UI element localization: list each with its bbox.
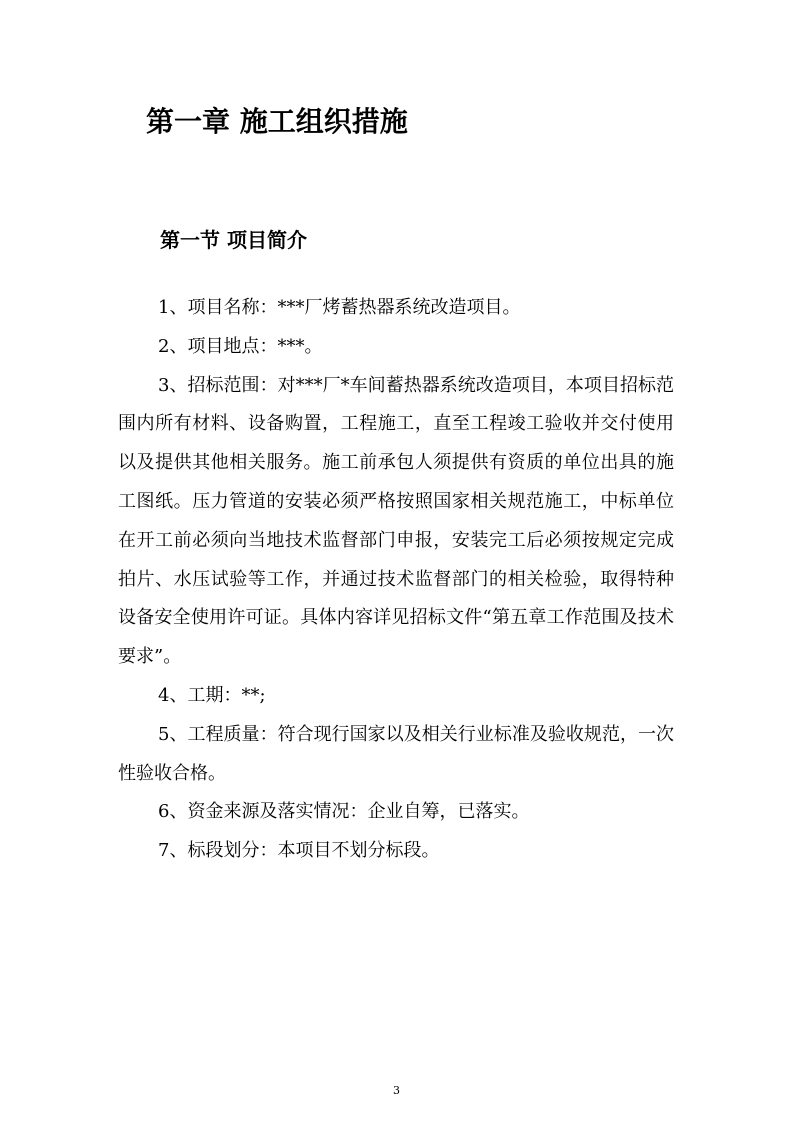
paragraph-duration: 4、工期：**; [158,684,266,706]
body-text [118,289,674,871]
section-title: 第一节 项目简介 [160,228,307,252]
page-number: 3 [393,1084,400,1097]
paragraph-funding: 6、资金来源及落实情况：企业自筹，已落实。 [158,801,530,823]
paragraph-bidding-scope: 3、招标范围：对***厂*车间蓄热器系统改造项目，本项目招标范围内所有材料、设备购置，工程施工，直至工程竣工验收并交付使用以及提供其他相关服务。施工前承包人须提供有资质的单位出具的施工图纸。压力管道的安装必须严格按照国家相关规范施工，中标单位在开工前必须向当地技术监督部门申报，安装完工后必须按规定完成拍片、水压试验等工作，并通过技术监督部门的相关检验，取得特种设备安全使用许可证。具体内容详见招标文件“第五章工作范围及技术要求”。 [118,374,674,668]
paragraph-lot-division: 7、标段划分：本项目不划分标段。 [158,840,440,862]
paragraph-project-location: 2、项目地点：***。 [158,335,323,357]
paragraph-quality: 5、工程质量：符合现行国家以及相关行业标准及验收规范，一次性验收合格。 [118,723,674,784]
chapter-title: 第一章 施工组织措施 [146,105,408,138]
paragraph-project-name: 1、项目名称：***厂烤蓄热器系统改造项目。 [158,297,521,318]
